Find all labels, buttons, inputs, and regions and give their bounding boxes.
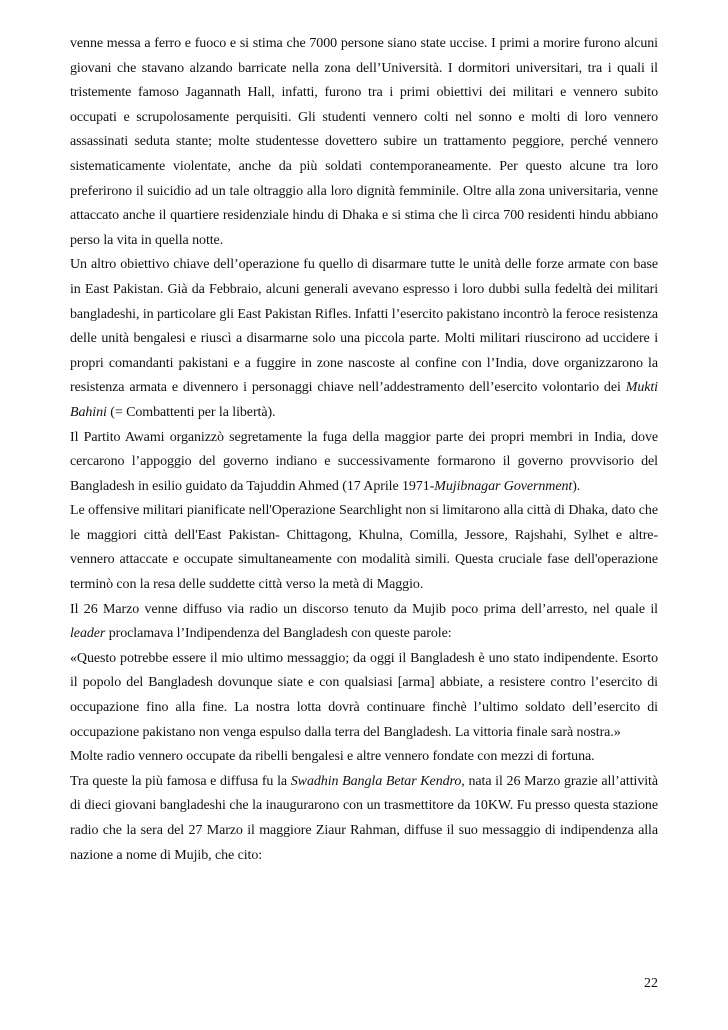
text-run: Tra queste la più famosa e diffusa fu la bbox=[70, 773, 291, 789]
text-run: Le offensive militari pianificate nell'Operazione Searchlight non si limitarono alla città di Dhaka, dato che le maggiori città dell'East Pakistan- Chittagong, Khulna, Comilla, Jessore, Rajshahi, Sylhet e altre- vennero attaccate e occupate simultaneamente con modalità simili. Questa cruciale fase dell'operazione terminò con la resa delle suddette città verso la metà di Maggio. bbox=[70, 503, 658, 593]
text-run: Un altro obiettivo chiave dell’operazione fu quello di disarmare tutte le unità delle forze armate con base in East Pakistan. Già da Febbraio, alcuni generali avevano espresso i loro dubbi sulla fedeltà dei militari bangladeshi, in particolare gli East Pakistan Rifles. Infatti l’esercito pakistano incontrò la feroce resistenza delle unità bengalesi e riuscì a disarmarne solo una piccola parte. Molti militari riuscirono ad uccidere i propri comandanti pakistani e a fuggire in zone nascoste al confine con l’India, dove organizzarono la resistenza armata e divennero i personaggi chiave nell’addestramento dell’esercito volontario dei bbox=[70, 257, 658, 396]
text-run: Il Partito Awami organizzò segretamente la fuga della maggior parte dei propri membri in India, dove cercarono l’appoggio del governo indiano e successivamente formarono il governo provvisorio del Bangladesh in esilio guidato da Tajuddin Ahmed (17 Aprile 1971- bbox=[70, 429, 658, 494]
paragraph bbox=[70, 745, 658, 770]
text-run: Molte radio vennero occupate da ribelli bengalesi e altre vennero fondate con mezzi di fortuna. bbox=[70, 749, 595, 765]
italic-term: Mukti Bahini bbox=[70, 380, 658, 420]
text-run: , nata il 26 Marzo grazie all’attività di dieci giovani bangladeshi che la inaugurarono con un trasmettitore da 10KW. Fu presso questa stazione radio che la sera del 27 Marzo il maggiore Ziaur Rahman, diffuse il suo messaggio di indipendenza alla nazione a nome di Mujib, che cito: bbox=[70, 773, 658, 863]
italic-term: Swadhin Bangla Betar Kendro bbox=[290, 773, 462, 789]
quote-paragraph bbox=[70, 647, 658, 745]
paragraph bbox=[70, 499, 658, 597]
text-run: ). bbox=[572, 478, 581, 494]
paragraph bbox=[70, 253, 658, 425]
text-run: venne messa a ferro e fuoco e si stima che 7000 persone siano state uccise. I primi a morire furono alcuni giovani che stavano alzando barricate nella zona dell’Università. I dormitori universitari, tra i quali il tristemente famoso Jagannath Hall, infatti, furono tra i primi obiettivi dei militari e vennero subito occupati e scrupolosamente perquisiti. Gli studenti vennero colti nel sonno e molti di loro vennero assassinati seduta stante; molte studentesse dovettero subire un trattamento peggiore, perché vennero sistematicamente violentate, anche da più soldati contemporaneamente. Per questo alcune tra loro preferirono il suicidio ad un tale oltraggio alla loro dignità femminile. Oltre alla zona universitaria, venne attaccato anche il quartiere residenziale hindu di Dhaka e si stima che lì circa 700 residenti hindu abbiano perso la vita in quella notte. bbox=[70, 36, 658, 248]
body-text bbox=[70, 32, 658, 868]
page-number: 22 bbox=[644, 976, 658, 991]
paragraph bbox=[70, 598, 658, 647]
paragraph bbox=[70, 426, 658, 500]
text-run: proclamava l’Indipendenza del Bangladesh con queste parole: bbox=[105, 626, 452, 642]
text-run: «Questo potrebbe essere il mio ultimo messaggio; da oggi il Bangladesh è uno stato indipendente. Esorto il popolo del Bangladesh dovunque siate e con qualsiasi [arma] abbiate, a resistere contro l’esercito di occupazione fino alla fine. La nostra lotta dovrà continuare finchè l’ultimo soldato dell’esercito di occupazione pakistano non venga espulso dalla terra del Bangladesh. La vittoria finale sarà nostra.» bbox=[70, 650, 658, 740]
italic-term: leader bbox=[70, 626, 106, 642]
text-run: (= Combattenti per la libertà). bbox=[106, 404, 276, 420]
text-run: Il 26 Marzo venne diffuso via radio un discorso tenuto da Mujib poco prima dell’arresto, nel quale il bbox=[70, 601, 658, 617]
paragraph bbox=[70, 770, 658, 868]
paragraph bbox=[70, 32, 658, 253]
italic-term: Mujibnagar Government bbox=[434, 478, 573, 494]
